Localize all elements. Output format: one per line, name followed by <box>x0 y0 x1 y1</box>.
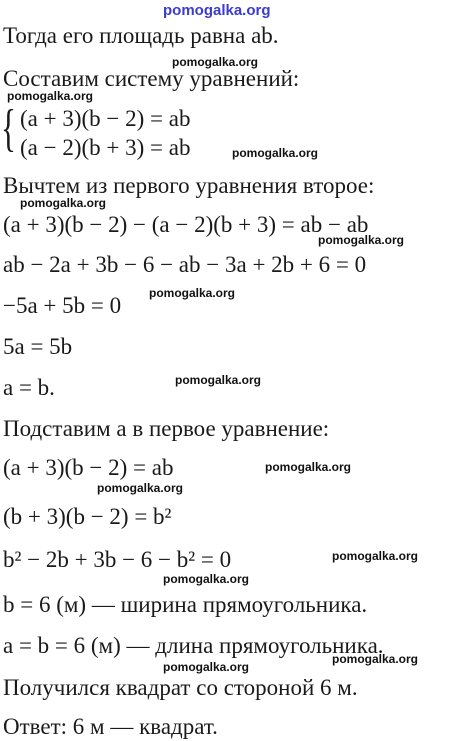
text-line-substitute: Подставим a в первое уравнение: <box>3 416 330 441</box>
equation-simplified: −5a + 5b = 0 <box>3 293 122 318</box>
equation-substituted: (b + 3)(b − 2) = b² <box>3 504 172 529</box>
text-line-square: Получился квадрат со стороной 6 м. <box>3 675 358 700</box>
equation-system-2: (a − 2)(b + 3) = ab <box>20 135 191 160</box>
watermark: pomogalka.org <box>332 652 419 666</box>
equation-difference: (a + 3)(b − 2) − (a − 2)(b + 3) = ab − ab <box>3 212 369 237</box>
text-line-area: Тогда его площадь равна ab. <box>3 23 279 48</box>
watermark: pomogalka.org <box>7 89 94 103</box>
watermark: pomogalka.org <box>163 660 250 674</box>
watermark: pomogalka.org <box>318 233 405 247</box>
watermark: pomogalka.org <box>149 286 236 300</box>
equation-expanded: ab − 2a + 3b − 6 − ab − 3a + 2b + 6 = 0 <box>3 252 367 277</box>
text-line-width: b = 6 (м) — ширина прямоугольника. <box>3 592 368 617</box>
watermark: pomogalka.org <box>332 549 419 563</box>
text-line-system-intro: Составим систему уравнений: <box>3 66 300 91</box>
watermark: pomogalka.org <box>172 55 259 69</box>
equation-5a-5b: 5a = 5b <box>3 334 73 359</box>
text-line-subtract: Вычтем из первого уравнения второе: <box>3 173 375 198</box>
text-line-length: a = b = 6 (м) — длина прямоугольника. <box>3 633 384 658</box>
system-brace: { <box>1 100 16 157</box>
watermark-top: pomogalka.org <box>163 2 271 19</box>
equation-expanded-b: b² − 2b + 3b − 6 − b² = 0 <box>3 547 232 572</box>
text-line-answer: Ответ: 6 м — квадрат. <box>3 714 218 739</box>
watermark: pomogalka.org <box>20 196 107 210</box>
watermark: pomogalka.org <box>97 481 184 495</box>
equation-a-equals-b: a = b. <box>3 375 55 400</box>
watermark: pomogalka.org <box>265 460 352 474</box>
watermark: pomogalka.org <box>163 572 250 586</box>
equation-system-1: (a + 3)(b − 2) = ab <box>20 106 191 131</box>
equation-first-again: (a + 3)(b − 2) = ab <box>3 455 174 480</box>
watermark: pomogalka.org <box>232 146 319 160</box>
watermark: pomogalka.org <box>175 373 262 387</box>
